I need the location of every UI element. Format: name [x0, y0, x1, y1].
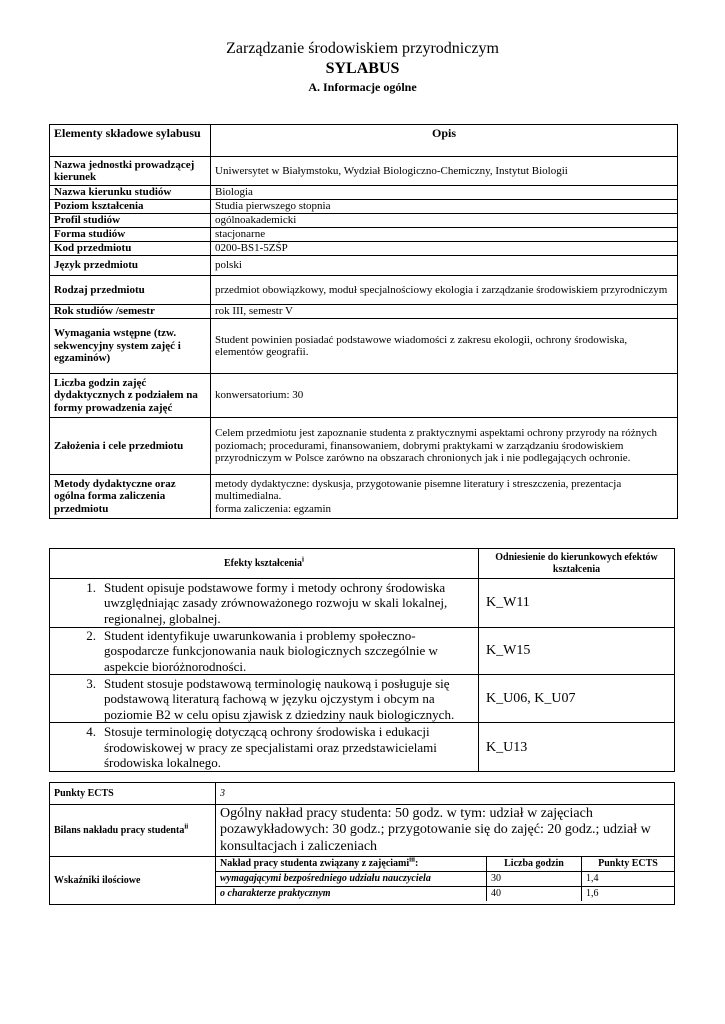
- indicators-label: Wskaźniki ilościowe: [50, 857, 216, 905]
- workload-hours: 30: [487, 872, 582, 887]
- row-value: Uniwersytet w Białymstoku, Wydział Biologiczno-Chemiczny, Instytut Biologii: [211, 157, 678, 186]
- assessment-line: forma zaliczenia: egzamin: [215, 502, 332, 515]
- row-label: Liczba godzin zajęć dydaktycznych z podziałem na formy prowadzenia zajęć: [50, 374, 211, 418]
- row-label: Rok studiów /semestr: [50, 305, 211, 319]
- row-label: Nazwa kierunku studiów: [50, 186, 211, 200]
- learning-outcome: 3. Student stosuje podstawową terminologię naukową i posługuje się podstawową literaturą fachową w języku ojczystym i obcym na poziomie B2 w celu opisu zjawisk z dziedziny nauk biologicznych.: [50, 675, 479, 723]
- learning-outcome: 4. Stosuje terminologię dotyczącą ochrony środowiska i edukacji środowiskowej w pracy ze specjalistami oraz przedstawicielami środowiska lokalnego.: [50, 723, 479, 772]
- workload-type: wymagającymi bezpośredniego udziału nauczyciela: [216, 872, 487, 887]
- ects-points-label: Punkty ECTS: [50, 783, 216, 805]
- learning-outcomes-table: [49, 548, 675, 772]
- outcome-reference: K_W11: [479, 579, 675, 628]
- learning-outcome: 2. Student identyfikuje uwarunkowania i problemy społeczno-gospodarcze funkcjonowania nauk biologicznych szczególnie w aspekcie bioróżnorodności.: [50, 628, 479, 675]
- ects-points-value: 3: [216, 783, 675, 805]
- row-label: Nazwa jednostki prowadzącej kierunek: [50, 157, 211, 186]
- row-label: Język przedmiotu: [50, 256, 211, 276]
- workload-hours: 40: [487, 887, 582, 902]
- col-header-effects: Efekty kształcenia$^i$: [50, 549, 479, 579]
- row-label: Wymagania wstępne (tzw. sekwencyjny system zajęć i egzaminów): [50, 319, 211, 374]
- course-title: Zarządzanie środowiskiem przyrodniczym: [226, 40, 499, 57]
- col-header-description: Opis: [211, 125, 678, 157]
- row-label: Rodzaj przedmiotu: [50, 276, 211, 305]
- row-label: Forma studiów: [50, 228, 211, 242]
- general-info-table: [49, 124, 678, 519]
- col-header-reference: Odniesienie do kierunkowych efektów kształcenia: [479, 549, 675, 579]
- learning-outcome: 1. Student opisuje podstawowe formy i metody ochrony środowiska uwzględniając zasady zrównoważonego rozwoju w skali lokalnej, regionalnej, globalnej.: [50, 579, 479, 628]
- col-header-ects-points: Punkty ECTS: [582, 857, 675, 872]
- workload-points: 1,4: [582, 872, 675, 887]
- row-value: polski: [211, 256, 678, 276]
- row-label: Kod przedmiotu: [50, 242, 211, 256]
- row-value: [211, 475, 678, 519]
- document-title: SYLABUS: [325, 60, 400, 77]
- row-value: Biologia: [211, 186, 678, 200]
- section-heading: A. Informacje ogólne: [308, 80, 417, 94]
- col-header-workload-type: Nakład pracy studenta związany z zajęciami$^{iii}$:: [216, 857, 487, 872]
- row-value: 0200-BS1-5ZŚP: [211, 242, 678, 256]
- row-value: ogólnoakademicki: [211, 214, 678, 228]
- ects-table: [49, 782, 675, 905]
- row-value: Celem przedmiotu jest zapoznanie studenta z praktycznymi aspektami ochrony przyrody na różnych poziomach; procedurami, finansowaniem, dobrymi praktykami w zarządzaniu środowiskiem przyrodniczym w Polsce zarówno na obszarach chronionych jak i nie podlegających ochronie.: [211, 418, 678, 475]
- row-value: rok III, semestr V: [211, 305, 678, 319]
- outcome-reference: K_W15: [479, 628, 675, 675]
- row-value: stacjonarne: [211, 228, 678, 242]
- workload-balance-text: Ogólny nakład pracy studenta: 50 godz. w tym: udział w zajęciach pozawykładowych: 30 godz.; przygotowanie się do zajęć: 20 godz.; udział w konsultacjach i zaliczeniach: [216, 805, 675, 857]
- row-label: Metody dydaktyczne oraz ogólna forma zaliczenia przedmiotu: [50, 475, 211, 519]
- workload-indicators-table: [216, 857, 674, 901]
- col-header-hours: Liczba godzin: [487, 857, 582, 872]
- col-header-elements: Elementy składowe sylabusu: [50, 125, 211, 157]
- workload-points: 1,6: [582, 887, 675, 902]
- methods-line: metody dydaktyczne: dyskusja, przygotowanie pisemne literatury i streszczenia, prezentacja multimedialna.: [215, 477, 622, 503]
- row-label: Założenia i cele przedmiotu: [50, 418, 211, 475]
- row-value: konwersatorium: 30: [211, 374, 678, 418]
- row-value: Studia pierwszego stopnia: [211, 200, 678, 214]
- outcome-reference: K_U13: [479, 723, 675, 772]
- workload-balance-label: Bilans nakładu pracy studenta$^{ii}$: [50, 805, 216, 857]
- row-label: Profil studiów: [50, 214, 211, 228]
- outcome-reference: K_U06, K_U07: [479, 675, 675, 723]
- row-value: przedmiot obowiązkowy, moduł specjalnościowy ekologia i zarządzanie środowiskiem przyrodniczym: [211, 276, 678, 305]
- workload-type: o charakterze praktycznym: [220, 888, 331, 900]
- row-value: Student powinien posiadać podstawowe wiadomości z zakresu ekologii, ochrony środowiska, elementów geografii.: [211, 319, 678, 374]
- row-label: Poziom kształcenia: [50, 200, 211, 214]
